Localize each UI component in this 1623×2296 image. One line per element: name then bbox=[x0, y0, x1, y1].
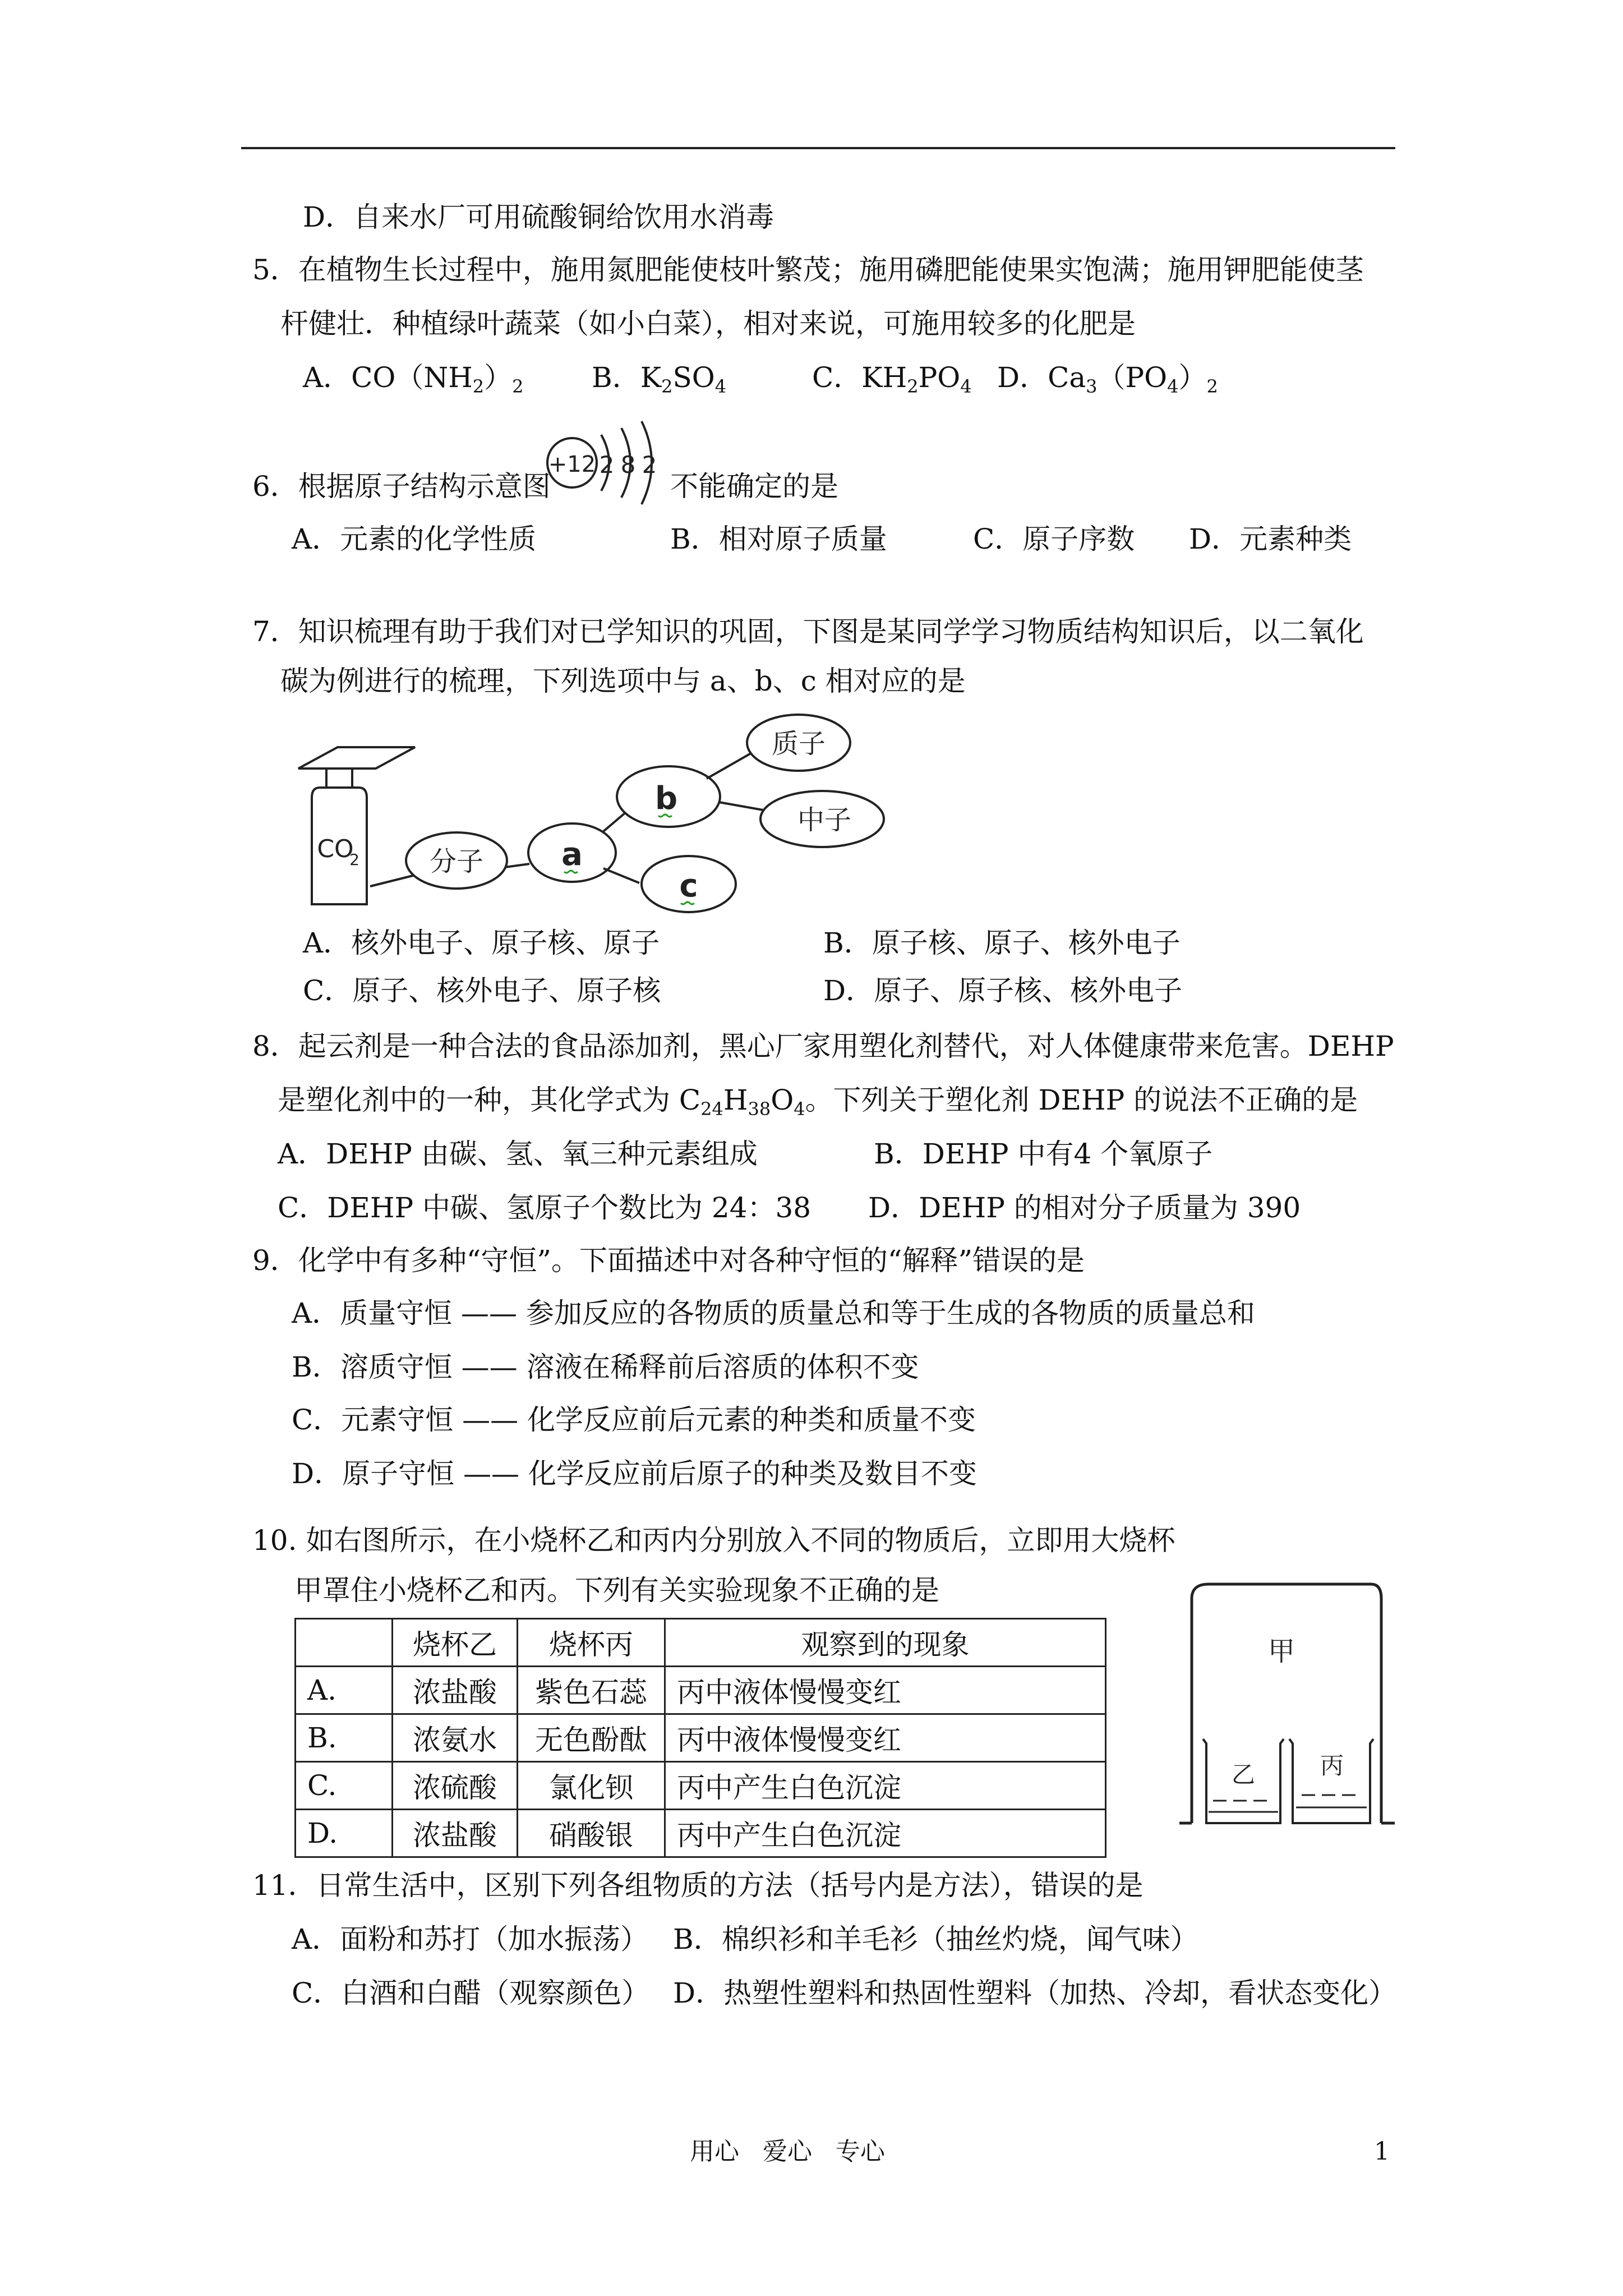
q4-option-d: D．自来水厂可用硫酸铜给饮用水消毒 bbox=[303, 201, 774, 233]
q9-option-c: C．元素守恒 —— 化学反应前后元素的种类和质量不变 bbox=[292, 1404, 976, 1436]
co2-structure-diagram bbox=[292, 701, 909, 914]
q10-stem-line1: 10. 如右图所示，在小烧杯乙和丙内分别放入不同的物质后，立即用大烧杯 bbox=[252, 1524, 1175, 1557]
q7-option-b: B．原子核、原子、核外电子 bbox=[823, 927, 1181, 959]
table-row bbox=[296, 1714, 1106, 1762]
table-cell: 浓盐酸 bbox=[393, 1667, 518, 1714]
small-beaker-left-label: 乙 bbox=[1231, 1761, 1256, 1788]
table-cell: 紫色石蕊 bbox=[518, 1667, 665, 1714]
table-header-cell: 烧杯乙 bbox=[393, 1619, 518, 1667]
q9-option-d: D．原子守恒 —— 化学反应前后原子的种类及数目不变 bbox=[292, 1457, 977, 1490]
q9-option-a: A．质量守恒 —— 参加反应的各物质的质量总和等于生成的各物质的质量总和 bbox=[292, 1297, 1255, 1329]
q11-stem: 11．日常生活中，区别下列各组物质的方法（括号内是方法），错误的是 bbox=[252, 1869, 1144, 1902]
table-header-row bbox=[296, 1619, 1106, 1667]
q7-option-a: A．核外电子、原子核、原子 bbox=[303, 927, 660, 959]
q8-stem-line1: 8．起云剂是一种合法的食品添加剂，黑心厂家用塑化剂替代，对人体健康带来危害。DEHP bbox=[252, 1030, 1394, 1062]
bottle-lid bbox=[298, 747, 415, 769]
atom-structure-diagram bbox=[538, 418, 679, 519]
small-beaker-right-label: 丙 bbox=[1320, 1752, 1344, 1779]
shell-2-electrons: 8 bbox=[620, 451, 636, 478]
q11-option-b: B．棉织衫和羊毛衫（抽丝灼烧，闻气味） bbox=[673, 1923, 1198, 1955]
q5-stem-line1: 5．在植物生长过程中，施用氮肥能使枝叶繁茂；施用磷肥能使果实饱满；施用钾肥能使茎 bbox=[252, 254, 1364, 286]
nucleus-charge: +12 bbox=[548, 452, 596, 477]
table-cell: 丙中产生白色沉淀 bbox=[665, 1810, 1106, 1857]
node-a: a bbox=[561, 836, 583, 873]
q11-option-d: D．热塑性塑料和热固性塑料（加热、冷却，看状态变化） bbox=[673, 1977, 1397, 2009]
q7-stem-line1: 7．知识梳理有助于我们对已学知识的巩固，下图是某同学学习物质结构知识后，以二氧化 bbox=[252, 615, 1364, 648]
shell-3-electrons: 2 bbox=[642, 451, 657, 478]
q8-option-a: A．DEHP 由碳、氢、氧三种元素组成 bbox=[278, 1138, 758, 1170]
table-row bbox=[296, 1762, 1106, 1810]
q5-option-a: A．$CO(NH_2)_2$ bbox=[303, 361, 524, 397]
table-header-cell: 观察到的现象 bbox=[665, 1619, 1106, 1667]
q10-observation-table bbox=[294, 1618, 1106, 1858]
table-cell: 硝酸银 bbox=[518, 1810, 665, 1857]
node-proton: 质子 bbox=[771, 728, 826, 760]
big-beaker bbox=[1192, 1584, 1381, 1823]
node-neutron: 中子 bbox=[797, 804, 852, 836]
table-cell: A. bbox=[296, 1667, 393, 1714]
q6-stem-post: 不能确定的是 bbox=[670, 470, 838, 503]
table-row bbox=[296, 1667, 1106, 1714]
q6-option-a: A．元素的化学性质 bbox=[292, 523, 537, 555]
q7-stem-line2: 碳为例进行的梳理，下列选项中与 a、b、c 相对应的是 bbox=[280, 665, 966, 697]
table-cell: 氯化钡 bbox=[518, 1762, 665, 1810]
q7-option-c: C．原子、核外电子、原子核 bbox=[303, 974, 661, 1007]
q6-option-d: D．元素种类 bbox=[1189, 523, 1352, 555]
bottle-neck bbox=[326, 769, 352, 788]
q6-option-b: B．相对原子质量 bbox=[670, 523, 887, 555]
q6-option-c: C．原子序数 bbox=[973, 523, 1135, 555]
q5-option-c: C．$KH_2PO_4$ bbox=[812, 361, 972, 397]
table-cell: 浓盐酸 bbox=[393, 1810, 518, 1857]
table-row bbox=[296, 1810, 1106, 1857]
bottle-label-subscript: 2 bbox=[349, 850, 359, 869]
table-header-cell: 烧杯丙 bbox=[518, 1619, 665, 1667]
q8-option-b: B．DEHP 中有4 个氧原子 bbox=[874, 1138, 1213, 1170]
header-rule bbox=[241, 147, 1395, 149]
table-header-cell bbox=[296, 1619, 393, 1667]
q9-stem: 9．化学中有多种“守恒”。下面描述中对各种守恒的“解释”错误的是 bbox=[252, 1244, 1085, 1277]
q8-stem-line2: 是塑化剂中的一种，其化学式为 $C_{24}H_{38}O_4$。下列关于塑化剂 DEHP 的说法不正确的是 bbox=[278, 1084, 1358, 1120]
node-c: c bbox=[679, 868, 698, 904]
beaker-diagram bbox=[1175, 1576, 1399, 1834]
node-molecule: 分子 bbox=[429, 846, 484, 877]
q8-option-d: D．DEHP 的相对分子质量为 390 bbox=[868, 1191, 1301, 1224]
q5-stem-line2: 杆健壮．种植绿叶蔬菜（如小白菜），相对来说，可施用较多的化肥是 bbox=[280, 307, 1136, 340]
footer-motto: 用心 爱心 专心 bbox=[690, 2137, 885, 2166]
q11-option-a: A．面粉和苏打（加水振荡） bbox=[292, 1923, 649, 1955]
table-cell: 丙中产生白色沉淀 bbox=[665, 1762, 1106, 1810]
table-cell: 丙中液体慢慢变红 bbox=[665, 1667, 1106, 1714]
bottle-label: CO bbox=[317, 835, 354, 863]
page-number: 1 bbox=[1374, 2137, 1390, 2166]
q6-stem-pre: 6．根据原子结构示意图 bbox=[252, 470, 551, 503]
q7-option-d: D．原子、原子核、核外电子 bbox=[823, 974, 1183, 1007]
shell-1-electrons: 2 bbox=[599, 451, 615, 478]
q5-option-d: D．$Ca_3(PO_4)_2$ bbox=[997, 361, 1218, 397]
big-beaker-label: 甲 bbox=[1267, 1636, 1295, 1667]
node-b: b bbox=[654, 780, 678, 817]
q5-option-b: B．$K_2SO_4$ bbox=[592, 361, 727, 397]
q10-stem-line2: 甲罩住小烧杯乙和丙。下列有关实验现象不正确的是 bbox=[294, 1574, 939, 1607]
table-cell: D. bbox=[296, 1810, 393, 1857]
table-cell: B. bbox=[296, 1714, 393, 1762]
q8-option-c: C．DEHP 中碳、氢原子个数比为 24：38 bbox=[278, 1191, 811, 1224]
table-cell: 浓硫酸 bbox=[393, 1762, 518, 1810]
q11-option-c: C．白酒和白醋（观察颜色） bbox=[292, 1977, 650, 2009]
table-cell: 浓氨水 bbox=[393, 1714, 518, 1762]
table-cell: 丙中液体慢慢变红 bbox=[665, 1714, 1106, 1762]
q9-option-b: B．溶质守恒 —— 溶液在稀释前后溶质的体积不变 bbox=[292, 1351, 919, 1383]
table-cell: 无色酚酞 bbox=[518, 1714, 665, 1762]
table-cell: C. bbox=[296, 1762, 393, 1810]
